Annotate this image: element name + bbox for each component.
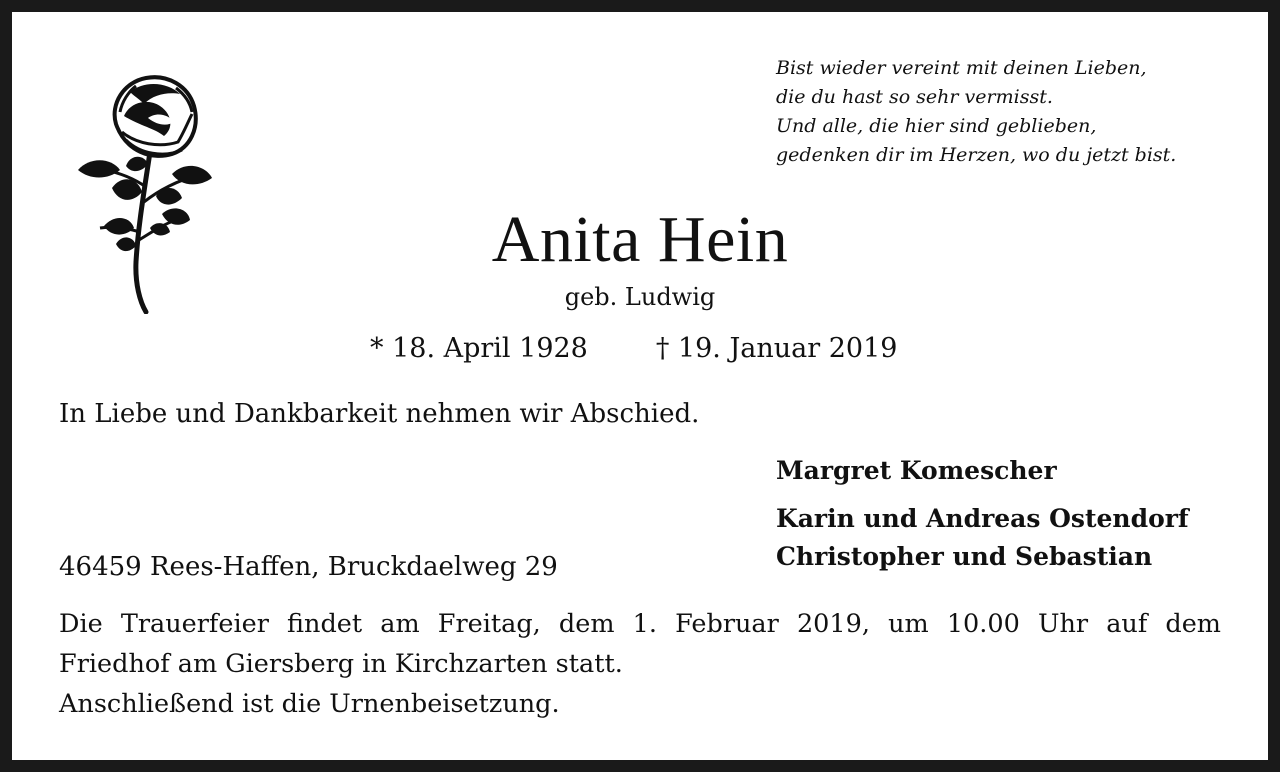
farewell-text: In Liebe und Dankbarkeit nehmen wir Abschied. <box>59 399 700 429</box>
address: 46459 Rees-Haffen, Bruckdaelweg 29 <box>59 552 558 582</box>
ceremony-line: Anschließend ist die Urnenbeisetzung. <box>59 689 560 719</box>
poem-line: Bist wieder vereint mit deinen Lieben, <box>776 57 1147 79</box>
birth-date: * 18. April 1928 <box>370 333 588 364</box>
mourner: Christopher und Sebastian <box>776 542 1153 571</box>
obituary-card <box>12 12 1268 760</box>
mourner: Karin und Andreas Ostendorf <box>776 504 1189 533</box>
mourner: Margret Komescher <box>776 456 1057 485</box>
deceased-name: Anita Hein <box>491 203 789 276</box>
life-dates <box>370 332 897 366</box>
poem <box>776 54 1176 170</box>
death-date: † 19. Januar 2019 <box>655 333 898 364</box>
ceremony-line: Die Trauerfeier findet am Freitag, dem 1. Februar 2019, um 10.00 Uhr auf dem <box>59 609 1221 639</box>
poem-line: die du hast so sehr vermisst. <box>776 86 1053 108</box>
poem-line: gedenken dir im Herzen, wo du jetzt bist. <box>776 144 1177 166</box>
poem-line: Und alle, die hier sind geblieben, <box>776 115 1097 137</box>
ceremony-line: Friedhof am Giersberg in Kirchzarten statt. <box>59 649 623 679</box>
ceremony-notice <box>59 604 1221 724</box>
maiden-name: geb. Ludwig <box>564 283 716 311</box>
mourners-list <box>776 452 1189 576</box>
